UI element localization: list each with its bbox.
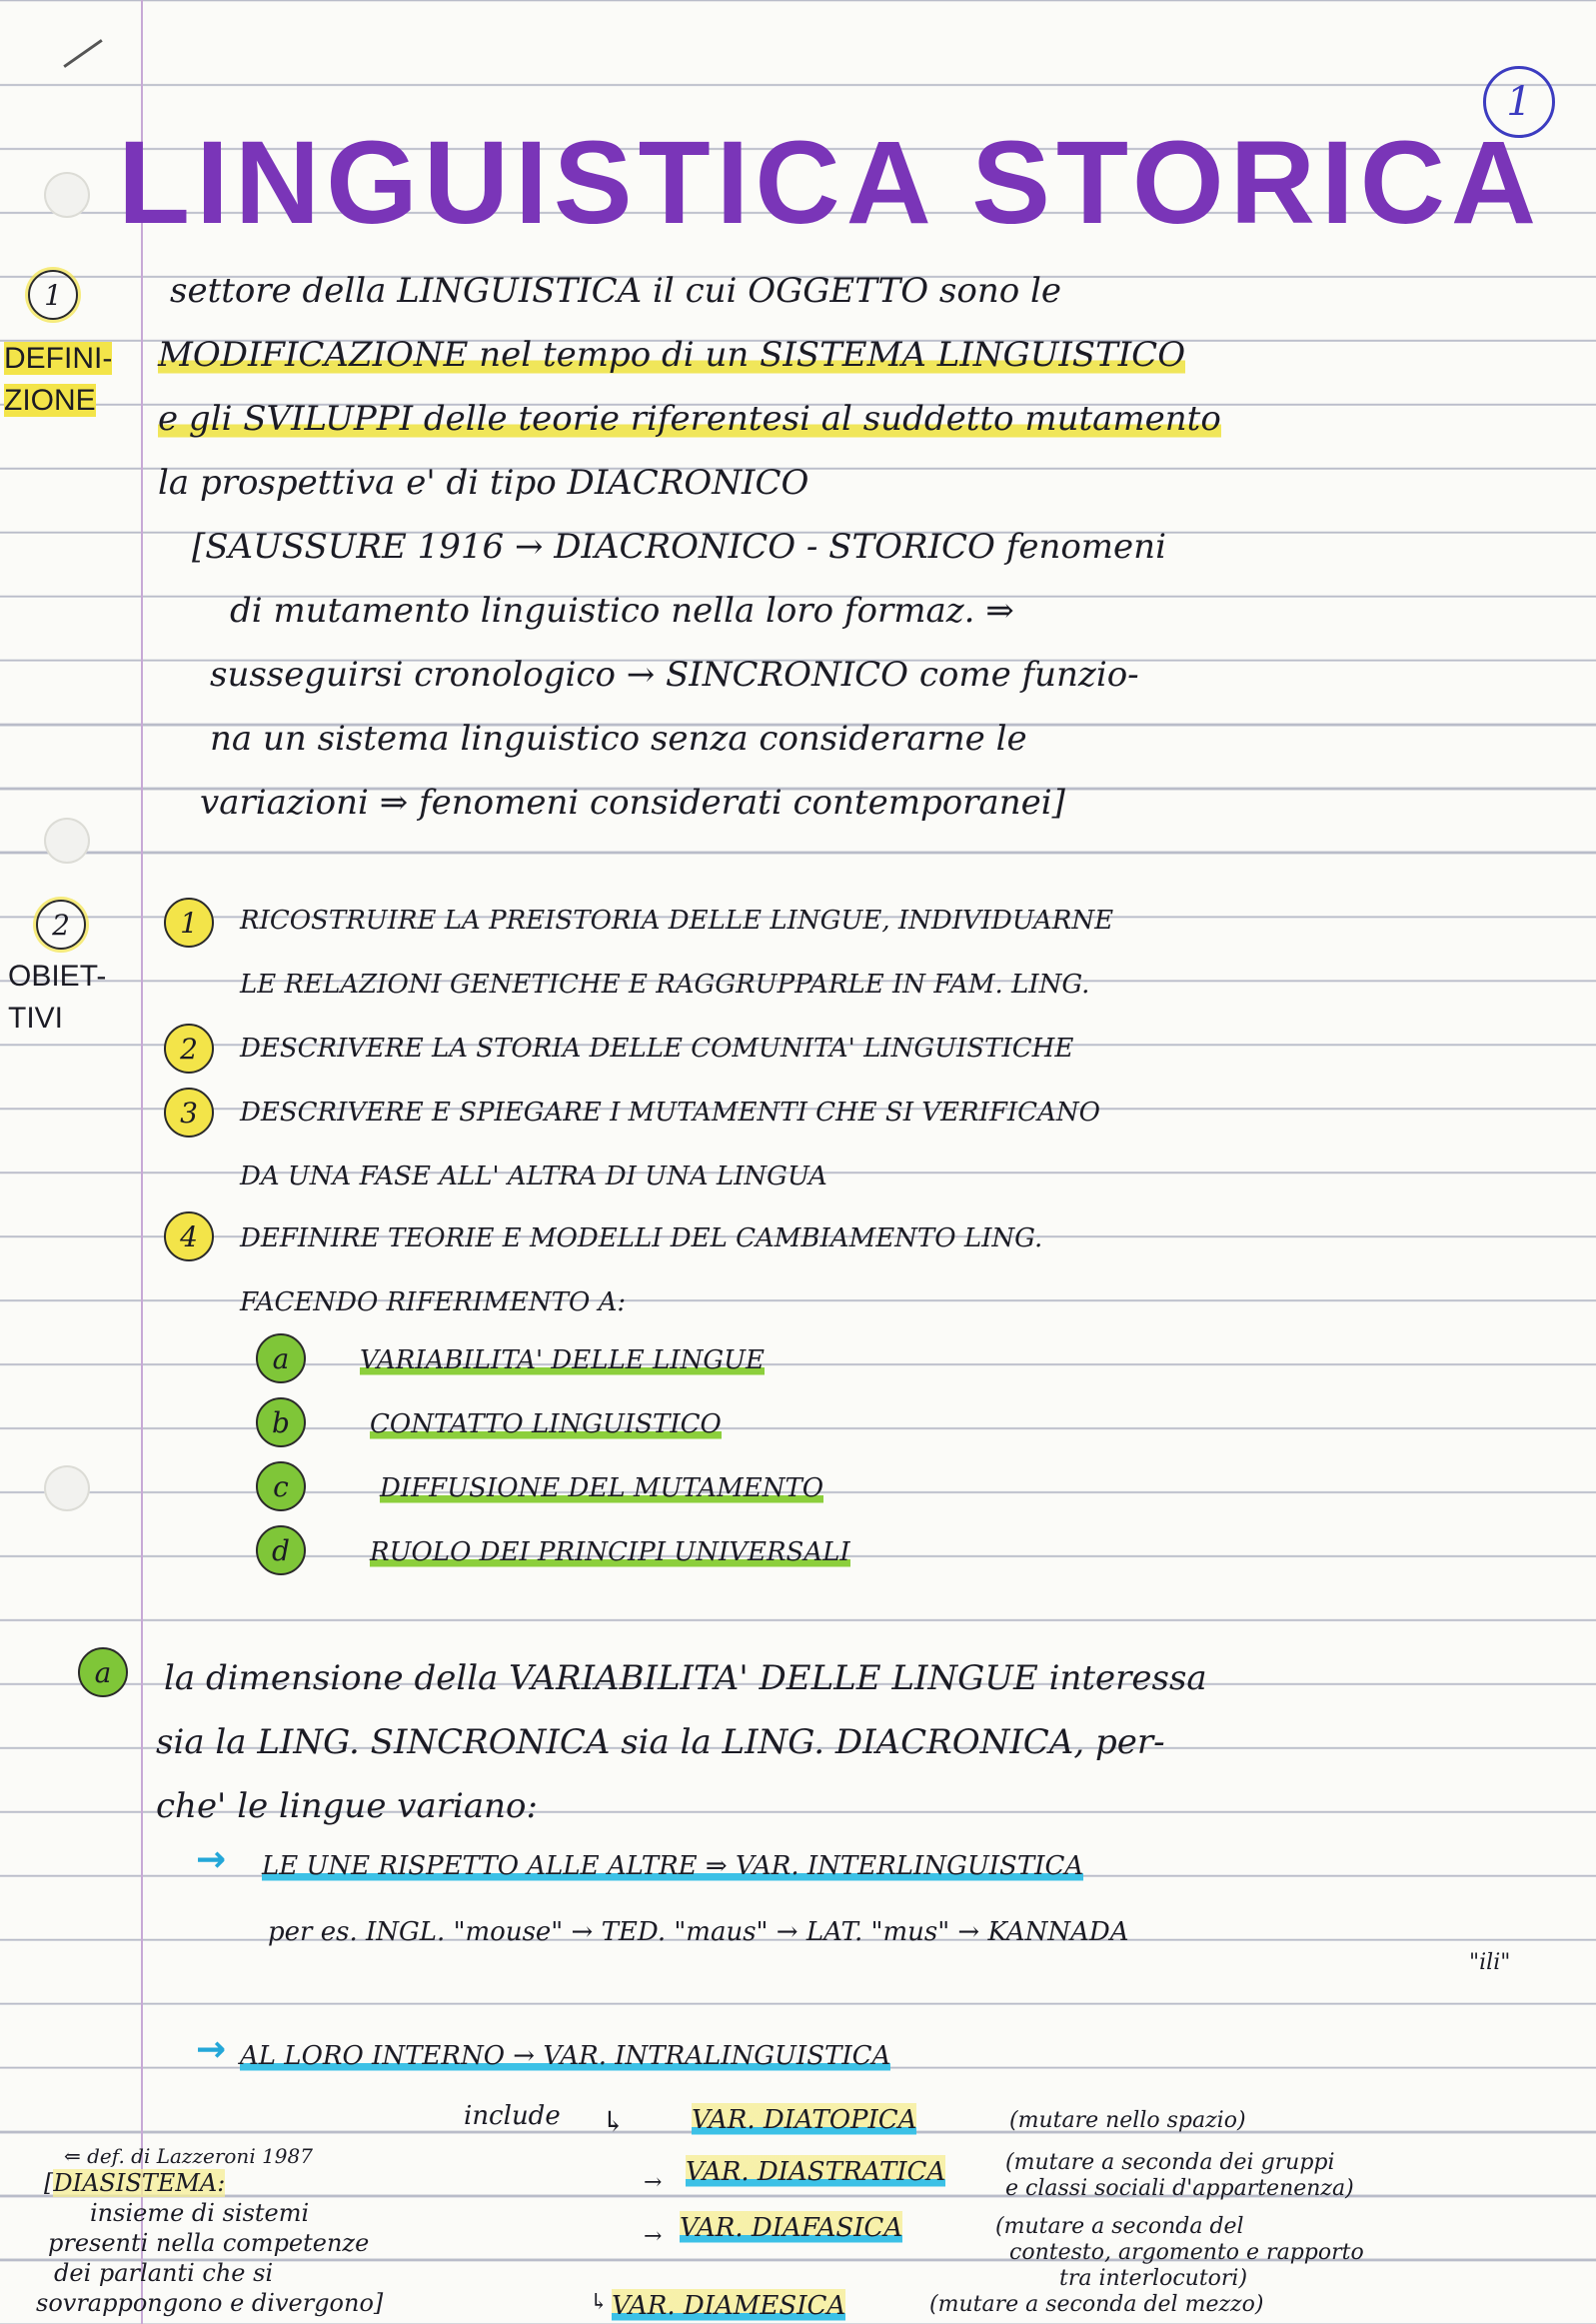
diasistema-note [30, 2144, 570, 2318]
objective-text: RICOSTRUIRE LA PREISTORIA DELLE LINGUE, INDIVIDUARNE [240, 906, 1114, 936]
subitem-letter: d [256, 1525, 306, 1575]
objective-number: 1 [164, 898, 214, 948]
intralinguistic-line: AL LORO INTERNO → VAR. INTRALINGUISTICA [240, 2041, 891, 2071]
variability-line: che' le lingue variano: [156, 1786, 538, 1826]
subitem-letter: a [256, 1333, 306, 1383]
note-line: sovrappongono e divergono] [36, 2289, 384, 2317]
margin-line [141, 0, 143, 2324]
binder-hole [44, 818, 90, 864]
variety-desc: (mutare a seconda dei gruppi [1005, 2150, 1335, 2175]
example-end: "ili" [1469, 1950, 1511, 1975]
variety-desc: (mutare a seconda del mezzo) [929, 2292, 1264, 2317]
objective-number: 3 [164, 1088, 214, 1138]
note-line: presenti nella competenze [48, 2229, 370, 2257]
definition-line: di mutamento linguistico nella loro formaz. ⇒ [230, 591, 1014, 631]
section-label-definizione: DEFINI- ZIONE [4, 342, 113, 417]
arrow-branch-icon: ↳ [602, 2105, 626, 2138]
section-number-2: 2 [36, 900, 86, 950]
subitem-letter: b [256, 1397, 306, 1447]
subitem-letter: c [256, 1461, 306, 1511]
binder-hole [44, 1465, 90, 1511]
arrow-branch-icon: ↳ [590, 2290, 609, 2315]
includes-label: include [464, 2101, 561, 2131]
arrow-right-icon: → [196, 1839, 227, 1880]
arrow-right-icon: → [196, 2029, 227, 2070]
interlinguistic-line: LE UNE RISPETTO ALLE ALTRE ⇒ VAR. INTERLINGUISTICA [262, 1851, 1084, 1881]
objective-text: LE RELAZIONI GENETICHE E RAGGRUPPARLE IN FAM. LING. [240, 970, 1090, 1000]
section-letter-a: a [78, 1647, 128, 1697]
objective-text: DESCRIVERE E SPIEGARE I MUTAMENTI CHE SI VERIFICANO [240, 1098, 1100, 1128]
note-line: insieme di sistemi [90, 2199, 310, 2227]
variety-desc: e classi sociali d'appartenenza) [1005, 2176, 1354, 2201]
definition-line: [SAUSSURE 1916 → DIACRONICO - STORICO fenomeni [192, 527, 1166, 567]
variety-name: VAR. DIAFASICA [680, 2213, 903, 2243]
example-line: per es. INGL. "mouse" → TED. "maus" → LAT. "mus" → KANNADA [268, 1917, 1129, 1947]
definition-line: e gli SVILUPPI delle teorie riferentesi al suddetto mutamento [158, 396, 1221, 442]
page-title: LINGUISTICA STORICA [118, 117, 1543, 249]
variety-name: VAR. DIASTRATICA [686, 2157, 946, 2187]
page-number: 1 [1483, 66, 1555, 138]
definition-line: la prospettiva e' di tipo DIACRONICO [158, 463, 809, 503]
section-number-1: 1 [28, 270, 78, 320]
check-mark-icon [63, 39, 102, 68]
arrow-right-icon: → [644, 2224, 663, 2249]
definition-line: settore della LINGUISTICA il cui OGGETTO sono le [170, 271, 1061, 311]
variability-line: sia la LING. SINCRONICA sia la LING. DIACRONICA, per- [156, 1722, 1165, 1762]
variety-desc: (mutare nello spazio) [1009, 2108, 1246, 2133]
objective-text: DEFINIRE TEORIE E MODELLI DEL CAMBIAMENTO LING. [240, 1223, 1043, 1253]
objective-number: 2 [164, 1024, 214, 1074]
objective-text: FACENDO RIFERIMENTO A: [240, 1287, 627, 1317]
variability-line: la dimensione della VARIABILITA' DELLE LINGUE interessa [164, 1658, 1207, 1698]
variety-name: VAR. DIATOPICA [692, 2105, 917, 2135]
variety-name: VAR. DIAMESICA [612, 2291, 846, 2321]
definition-line: susseguirsi cronologico → SINCRONICO come funzio- [210, 655, 1139, 695]
note-source: ⇐ def. di Lazzeroni 1987 [64, 2144, 313, 2168]
note-term: [DIASISTEMA: [44, 2169, 226, 2197]
subitem-text: VARIABILITA' DELLE LINGUE [360, 1345, 765, 1375]
subitem-text: DIFFUSIONE DEL MUTAMENTO [380, 1473, 824, 1503]
objective-number: 4 [164, 1211, 214, 1261]
variety-desc: tra interlocutori) [1059, 2266, 1248, 2291]
note-line: dei parlanti che si [54, 2259, 274, 2287]
variety-desc: (mutare a seconda del [995, 2214, 1244, 2239]
definition-line: variazioni ⇒ fenomeni considerati contemporanei] [200, 783, 1065, 823]
objective-text: DA UNA FASE ALL' ALTRA DI UNA LINGUA [240, 1162, 827, 1191]
binder-hole [44, 172, 90, 218]
section-label-obiettivi: OBIET- TIVI [8, 960, 107, 1035]
arrow-right-icon: → [644, 2170, 663, 2195]
variety-desc: contesto, argomento e rapporto [1009, 2240, 1364, 2265]
subitem-text: CONTATTO LINGUISTICO [370, 1409, 722, 1439]
definition-line: MODIFICAZIONE nel tempo di un SISTEMA LINGUISTICO [158, 332, 1185, 378]
objective-text: DESCRIVERE LA STORIA DELLE COMUNITA' LINGUISTICHE [240, 1034, 1074, 1064]
subitem-text: RUOLO DEI PRINCIPI UNIVERSALI [370, 1537, 850, 1567]
definition-line: na un sistema linguistico senza considerarne le [210, 719, 1027, 759]
